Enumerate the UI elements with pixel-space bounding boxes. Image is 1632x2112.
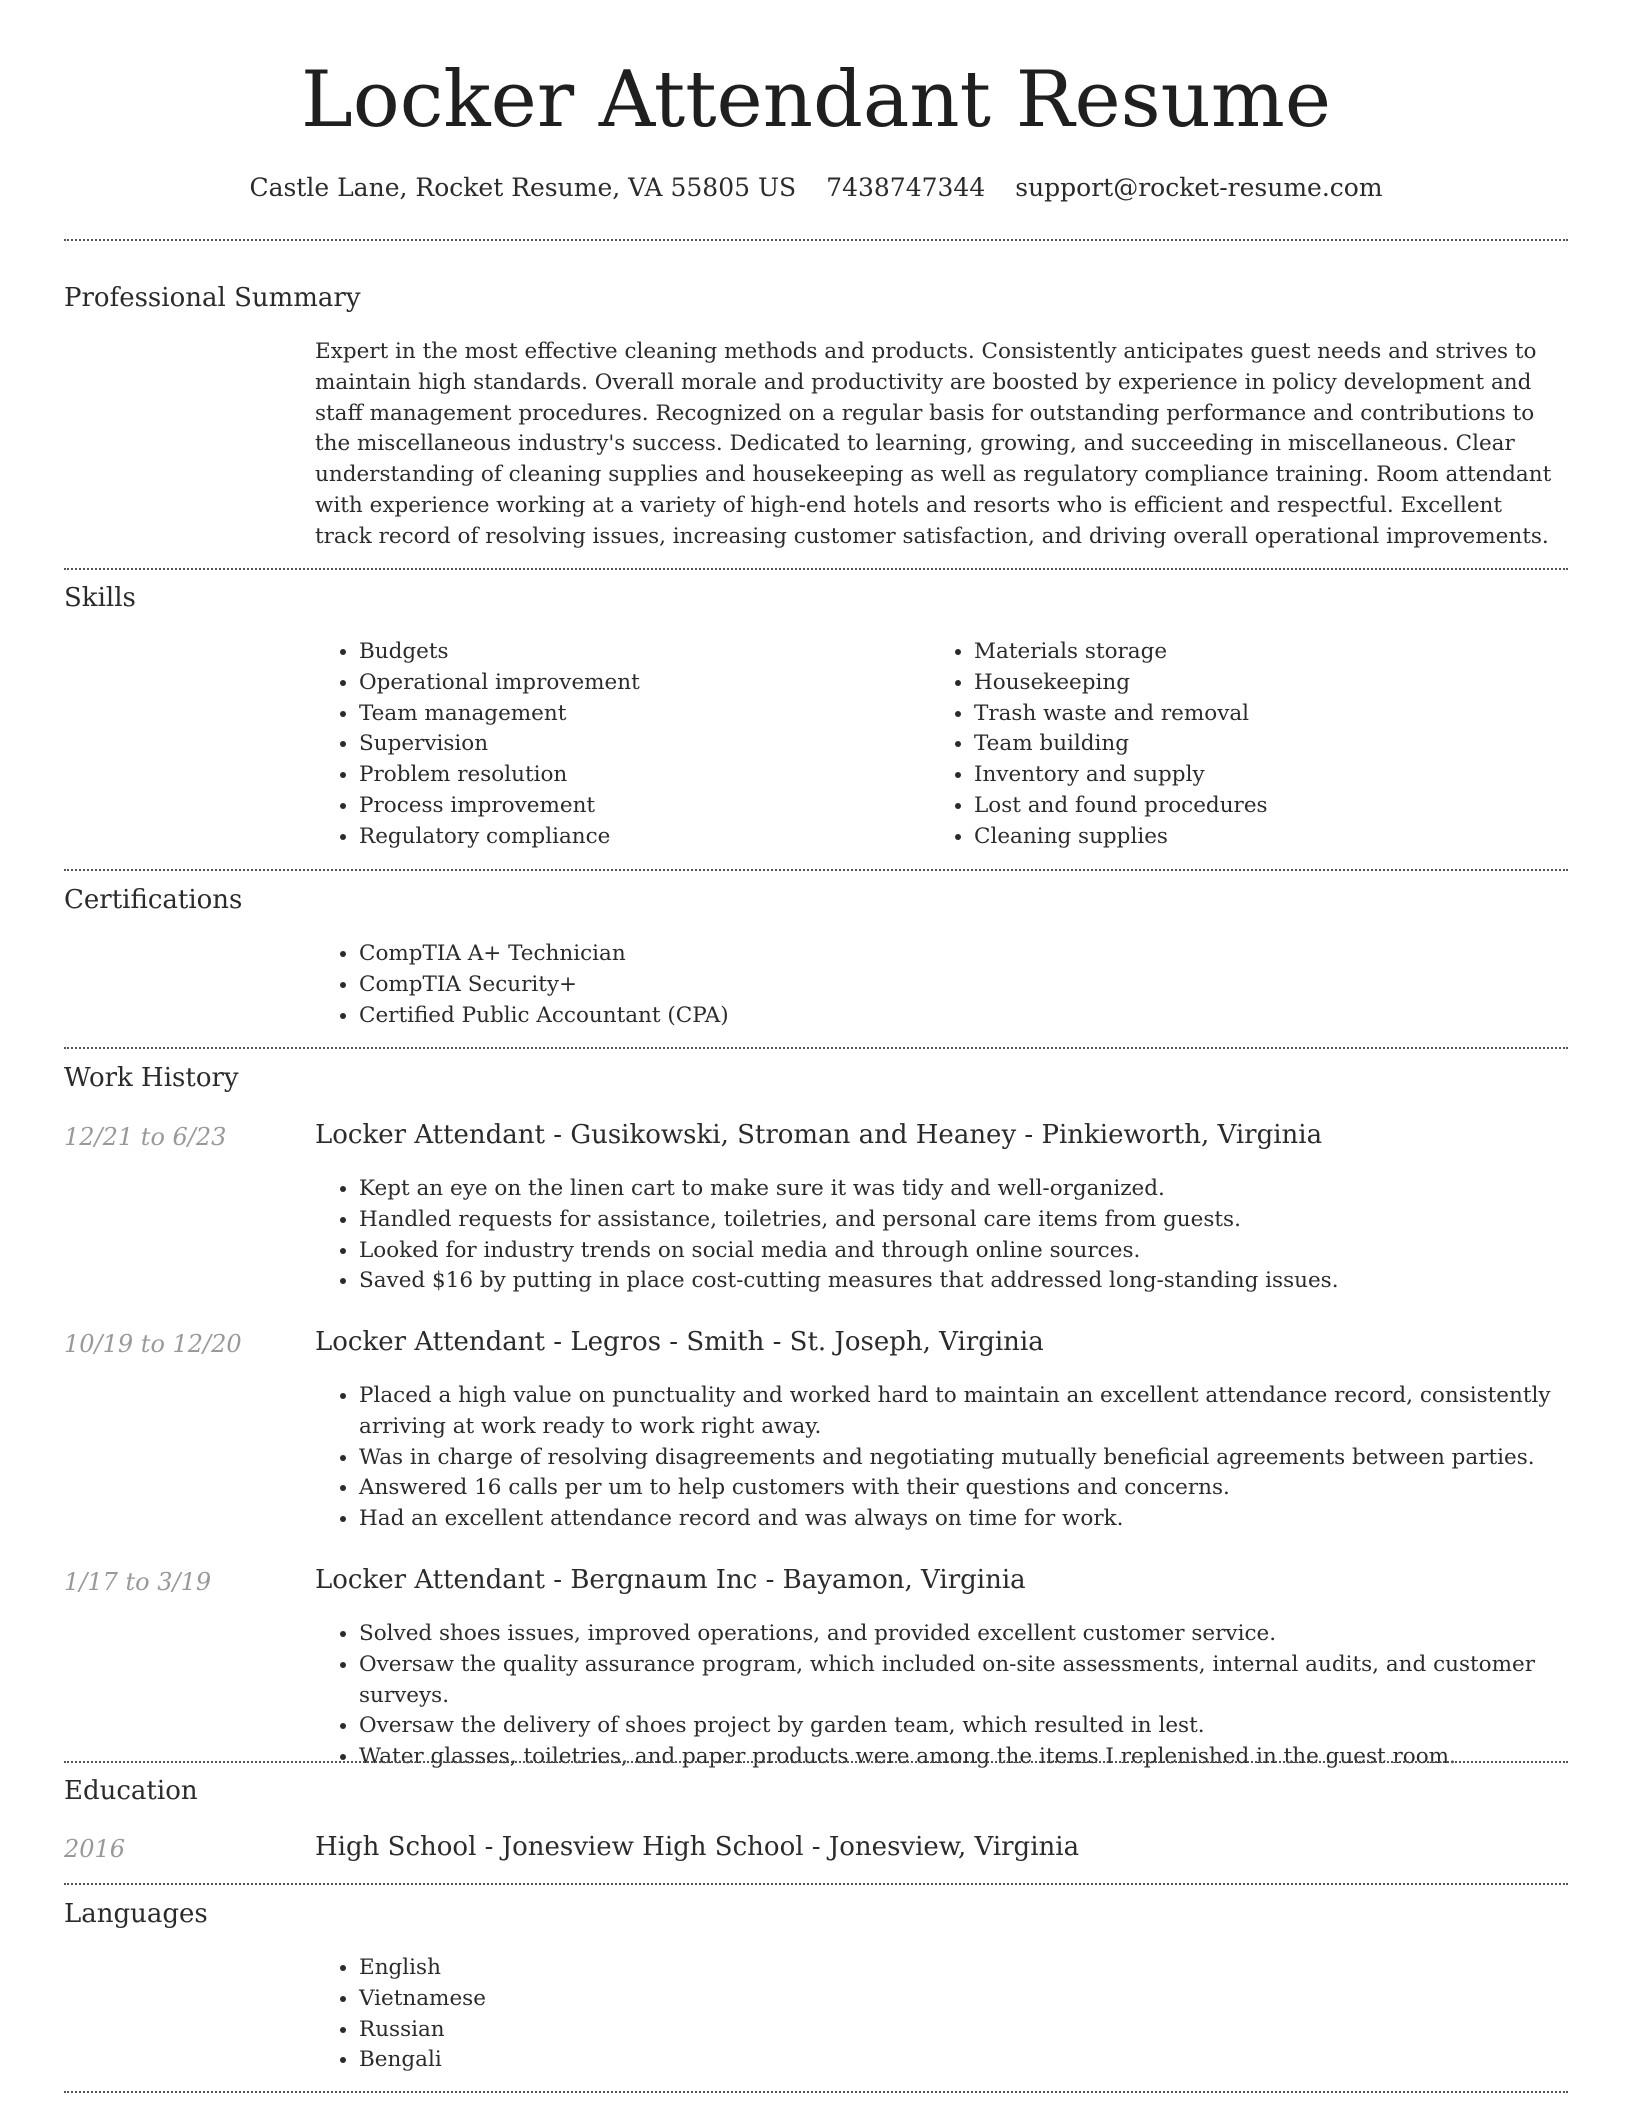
job-bullets bbox=[315, 1619, 1565, 1773]
section-divider bbox=[64, 239, 1568, 241]
job-dates: 12/21 to 6/23 bbox=[64, 1123, 227, 1151]
job-bullet: • Solved shoes issues, improved operations, and provided excellent customer service. bbox=[359, 1619, 1565, 1650]
job-bullet: • Answered 16 calls per um to help customers with their questions and concerns. bbox=[359, 1473, 1565, 1504]
skill-item: • Supervision bbox=[359, 729, 895, 760]
contact-email: support@rocket-resume.com bbox=[1015, 173, 1383, 202]
job-dates: 10/19 to 12/20 bbox=[64, 1330, 242, 1358]
skill-item: • Team building bbox=[974, 729, 1530, 760]
skill-item: • Cleaning supplies bbox=[974, 822, 1530, 853]
certifications-list bbox=[315, 939, 1565, 1031]
job-bullet: • Kept an eye on the linen cart to make sure it was tidy and well-organized. bbox=[359, 1174, 1565, 1205]
language-item: • Bengali bbox=[359, 2045, 1565, 2076]
job-bullet: • Looked for industry trends on social media and through online sources. bbox=[359, 1236, 1565, 1267]
job-bullet: • Oversaw the quality assurance program, which included on-site assessments, internal audits, and customer surveys. bbox=[359, 1650, 1565, 1712]
certification-item: • CompTIA Security+ bbox=[359, 970, 1565, 1001]
section-divider bbox=[64, 568, 1568, 570]
job-bullet: • Handled requests for assistance, toiletries, and personal care items from guests. bbox=[359, 1205, 1565, 1236]
contact-address: Castle Lane, Rocket Resume, VA 55805 US bbox=[249, 173, 797, 202]
education-heading: Education bbox=[64, 1776, 198, 1806]
job-bullet: • Oversaw the delivery of shoes project by garden team, which resulted in lest. bbox=[359, 1711, 1565, 1742]
skill-item: • Regulatory compliance bbox=[359, 822, 895, 853]
skill-item: • Inventory and supply bbox=[974, 760, 1530, 791]
section-divider bbox=[64, 869, 1568, 871]
language-item: • Russian bbox=[359, 2015, 1565, 2046]
education-title: High School - Jonesview High School - Jonesview, Virginia bbox=[315, 1832, 1080, 1862]
job-bullet: • Had an excellent attendance record and was always on time for work. bbox=[359, 1504, 1565, 1535]
job-bullets bbox=[315, 1174, 1565, 1297]
skill-item: • Budgets bbox=[359, 637, 895, 668]
skill-item: • Housekeeping bbox=[974, 668, 1530, 699]
certifications-heading: Certifications bbox=[64, 885, 243, 915]
languages-heading: Languages bbox=[64, 1899, 208, 1929]
resume-title: Locker Attendant Resume bbox=[300, 55, 1332, 145]
section-divider bbox=[64, 1761, 1568, 1763]
skills-heading: Skills bbox=[64, 583, 136, 613]
job-bullet: • Water glasses, toiletries, and paper products were among the items I replenished in the guest room. bbox=[359, 1742, 1565, 1773]
contact-phone: 7438747344 bbox=[826, 173, 986, 202]
summary-text: Expert in the most effective cleaning methods and products. Consistently anticipates guest needs and strives to maintain high standards. Overall morale and productivity are boosted by experience in policy development and staff management procedures. Recognized on a regular basis for outstanding performance and contributions to the miscellaneous industry's success. Dedicated to learning, growing, and succeeding in miscellaneous. Clear understanding of cleaning supplies and housekeeping as well as regulatory compliance training. Room attendant with experience working at a variety of high-end hotels and resorts who is efficient and respectful. Excellent track record of resolving issues, increasing customer satisfaction, and driving overall operational improvements. bbox=[315, 339, 1552, 549]
job-title: Locker Attendant - Legros - Smith - St. Joseph, Virginia bbox=[315, 1327, 1044, 1357]
skill-item: • Team management bbox=[359, 699, 895, 730]
language-item: • Vietnamese bbox=[359, 1984, 1565, 2015]
skill-item: • Materials storage bbox=[974, 637, 1530, 668]
summary-heading: Professional Summary bbox=[64, 283, 361, 313]
section-divider bbox=[64, 1047, 1568, 1049]
section-divider bbox=[64, 2091, 1568, 2093]
section-divider bbox=[64, 1883, 1568, 1885]
skill-item: • Operational improvement bbox=[359, 668, 895, 699]
skill-item: • Trash waste and removal bbox=[974, 699, 1530, 730]
certification-item: • Certified Public Accountant (CPA) bbox=[359, 1001, 1565, 1032]
languages-list bbox=[315, 1953, 1565, 2076]
job-bullets bbox=[315, 1381, 1565, 1535]
education-year: 2016 bbox=[64, 1835, 126, 1863]
job-bullet: • Was in charge of resolving disagreements and negotiating mutually beneficial agreements between parties. bbox=[359, 1443, 1565, 1474]
job-bullet: • Placed a high value on punctuality and worked hard to maintain an excellent attendance record, consistently arriving at work ready to work right away. bbox=[359, 1381, 1565, 1443]
skill-item: • Lost and found procedures bbox=[974, 791, 1530, 822]
language-item: • English bbox=[359, 1953, 1565, 1984]
job-title: Locker Attendant - Bergnaum Inc - Bayamon, Virginia bbox=[315, 1565, 1026, 1595]
certification-item: • CompTIA A+ Technician bbox=[359, 939, 1565, 970]
job-title: Locker Attendant - Gusikowski, Stroman and Heaney - Pinkieworth, Virginia bbox=[315, 1120, 1323, 1150]
skills-left-column bbox=[315, 637, 895, 853]
skill-item: • Process improvement bbox=[359, 791, 895, 822]
contact-line bbox=[0, 170, 1632, 206]
job-dates: 1/17 to 3/19 bbox=[64, 1568, 212, 1596]
job-bullet: • Saved $16 by putting in place cost-cutting measures that addressed long-standing issues. bbox=[359, 1266, 1565, 1297]
skill-item: • Problem resolution bbox=[359, 760, 895, 791]
skills-right-column bbox=[930, 637, 1530, 853]
work-history-heading: Work History bbox=[64, 1063, 239, 1093]
